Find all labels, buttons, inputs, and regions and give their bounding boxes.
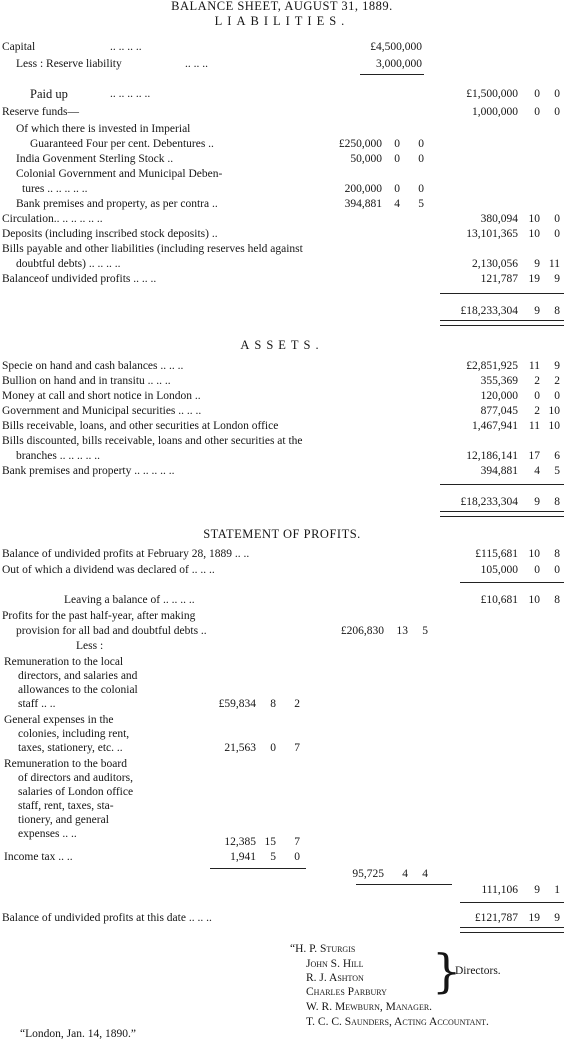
bills-pence: 11 [548, 258, 560, 270]
income-tax-label: Income tax .. .. [4, 851, 73, 863]
general-line-2: colonies, including rent, [18, 728, 130, 740]
remun-pence: 2 [294, 698, 300, 710]
general-pence: 7 [294, 742, 300, 754]
colonial-line-2: tures .. .. .. .. .. [22, 183, 88, 195]
undivided-balance-amount: 121,787 [480, 273, 518, 285]
india-pence: 0 [418, 153, 424, 165]
remun-line-1: Remuneration to the local [4, 656, 124, 668]
expenses-subtotal-pence: 4 [422, 868, 428, 880]
premises-pence: 5 [554, 465, 560, 477]
india-shillings: 0 [394, 153, 400, 165]
board-shillings: 15 [264, 836, 276, 848]
assets-total-amount: £18,233,304 [460, 496, 518, 508]
net-profit-amount: 111,106 [481, 884, 518, 896]
balance-feb-shillings: 10 [528, 548, 540, 560]
premises-shillings: 4 [534, 465, 540, 477]
india-amount: 50,000 [350, 153, 382, 165]
asset-row-pence: 0 [554, 390, 560, 402]
less-label: Less : [76, 640, 104, 652]
liabilities-total-rule [440, 293, 564, 294]
circulation-amount: 380,094 [480, 213, 518, 225]
circulation-shillings: 10 [528, 213, 540, 225]
balance-feb-label: Balance of undivided profits at February 28, 1889 .. .. [2, 548, 250, 560]
asset-row-shillings: 2 [534, 375, 540, 387]
general-shillings: 0 [270, 742, 276, 754]
profits-pence: 5 [422, 625, 428, 637]
balance-date-pence: 9 [554, 912, 560, 924]
profits-heading: STATEMENT OF PROFITS. [203, 527, 361, 541]
director-name-1: “H. P. Sturgis [290, 943, 356, 955]
leaving-label: Leaving a balance of .. .. .. .. [64, 594, 195, 606]
colonial-pence: 0 [418, 183, 424, 195]
bank-premises-label: Bank premises and property, as per contra .. [16, 198, 218, 210]
asset-row-amount: 1,467,941 [472, 420, 518, 432]
undivided-balance-label: Balanceof undivided profits .. .. .. [2, 273, 157, 285]
less-reserve-label: Less : Reserve liability [16, 58, 122, 70]
remun-line-4: staff .. .. [18, 698, 56, 710]
reserve-shillings: 0 [534, 106, 540, 118]
discounted-shillings: 17 [528, 450, 540, 462]
directors-label: Directors. [455, 965, 501, 977]
invested-amount: £250,000 [338, 138, 382, 150]
asset-row-amount: £2,851,925 [466, 360, 518, 372]
expenses-rule [210, 868, 306, 869]
reserve-pence: 0 [554, 106, 560, 118]
assets-total-shillings: 9 [534, 496, 540, 508]
capital-rule [360, 74, 424, 75]
balance-feb-pence: 8 [554, 548, 560, 560]
assets-heading: ASSETS. [240, 338, 324, 352]
board-line-5: tionery, and general [18, 814, 109, 826]
paid-up-pence: 0 [554, 88, 560, 100]
colonial-shillings: 0 [394, 183, 400, 195]
balance-feb-amount: £115,681 [475, 548, 518, 560]
asset-row-shillings: 0 [534, 390, 540, 402]
general-line-3: taxes, stationery, etc. .. [18, 742, 123, 754]
less-reserve-dots: .. .. .. [185, 58, 208, 70]
director-name-3: R. J. Ashton [306, 972, 364, 984]
board-line-2: of directors and auditors, [18, 772, 133, 784]
bank-premises-amount: 394,881 [344, 198, 382, 210]
income-tax-shillings: 5 [270, 851, 276, 863]
deposits-shillings: 10 [528, 228, 540, 240]
liabilities-total-pence: 8 [554, 305, 560, 317]
capital-dots: .. .. .. .. [110, 41, 142, 53]
dividend-amount: 105,000 [480, 564, 518, 576]
paid-up-amount: £1,500,000 [466, 88, 518, 100]
remun-line-2: directors, and salaries and [18, 670, 138, 682]
bank-premises-shillings: 4 [394, 198, 400, 210]
balance-date-double-rule [460, 927, 564, 933]
profits-amount: £206,830 [340, 625, 384, 637]
asset-row-pence: 10 [548, 420, 560, 432]
reserve-label: Reserve funds— [2, 106, 79, 118]
undivided-balance-shillings: 19 [528, 273, 540, 285]
general-line-1: General expenses in the [4, 714, 114, 726]
general-amount: 21,563 [224, 742, 256, 754]
invested-shillings: 0 [394, 138, 400, 150]
dividend-shillings: 0 [534, 564, 540, 576]
board-line-6: expenses .. .. [18, 828, 77, 840]
paid-up-dots: .. .. .. .. .. [110, 88, 151, 100]
asset-row-pence: 2 [554, 375, 560, 387]
deposits-pence: 0 [554, 228, 560, 240]
asset-row-label: Government and Municipal securities .. .. .. [2, 405, 202, 417]
bills-line-2: doubtful debts) .. .. .. .. [16, 258, 121, 270]
less-reserve-amount: 3,000,000 [376, 58, 422, 70]
dividend-pence: 0 [554, 564, 560, 576]
asset-row-label: Bills receivable, loans, and other securities at London office [2, 420, 279, 432]
board-line-4: staff, rent, taxes, sta- [18, 800, 114, 812]
circulation-pence: 0 [554, 213, 560, 225]
accountant-signature: T. C. C. Saunders, Acting Accountant. [306, 1016, 489, 1028]
income-tax-amount: 1,941 [230, 851, 256, 863]
bills-line-1: Bills payable and other liabilities (including reserves held against [2, 243, 303, 255]
bills-amount: 2,130,056 [472, 258, 518, 270]
premises-label: Bank premises and property .. .. .. .. .. [2, 465, 175, 477]
profits-line-2: provision for all bad and doubtful debts .. [16, 625, 207, 637]
expenses-subtotal-shillings: 4 [402, 868, 408, 880]
balance-date-amount: £121,787 [474, 912, 518, 924]
assets-double-rule [440, 511, 564, 517]
net-profit-pence: 1 [554, 884, 560, 896]
board-amount: 12,385 [224, 836, 256, 848]
asset-row-shillings: 11 [528, 360, 540, 372]
leaving-pence: 8 [554, 594, 560, 606]
bills-shillings: 9 [534, 258, 540, 270]
discounted-line-1: Bills discounted, bills receivable, loans and other securities at the [2, 435, 303, 447]
asset-row-shillings: 2 [534, 405, 540, 417]
asset-row-amount: 877,045 [480, 405, 518, 417]
premises-amount: 394,881 [480, 465, 518, 477]
director-name-2: John S. Hill [306, 958, 364, 970]
circulation-label: Circulation.. .. .. .. .. .. [2, 213, 103, 225]
assets-total-rule [440, 484, 564, 485]
profits-line-1: Profits for the past half-year, after making [2, 610, 196, 622]
invested-line-1: Of which there is invested in Imperial [16, 123, 191, 135]
asset-row-label: Bullion on hand and in transitu .. .. .. [2, 375, 171, 387]
liabilities-heading: LIABILITIES. [214, 14, 350, 28]
director-name-4: Charles Parbury [306, 986, 387, 998]
paid-up-label: Paid up [30, 87, 68, 101]
asset-row-pence: 9 [554, 360, 560, 372]
balance-date-shillings: 19 [528, 912, 540, 924]
expenses-subtotal-amount: 95,725 [352, 868, 384, 880]
document-title: BALANCE SHEET, AUGUST 31, 1889. [171, 0, 393, 13]
liabilities-total-amount: £18,233,304 [460, 305, 518, 317]
net-profit-shillings: 9 [534, 884, 540, 896]
dividend-rule [460, 582, 564, 583]
board-line-1: Remuneration to the board [4, 758, 127, 770]
deposits-amount: 13,101,365 [466, 228, 518, 240]
liabilities-double-rule [440, 320, 564, 326]
assets-total-pence: 8 [554, 496, 560, 508]
remun-shillings: 8 [270, 698, 276, 710]
colonial-amount: 200,000 [344, 183, 382, 195]
asset-row-shillings: 11 [528, 420, 540, 432]
discounted-pence: 6 [554, 450, 560, 462]
asset-row-amount: 355,369 [480, 375, 518, 387]
net-profit-rule [460, 902, 564, 903]
remun-line-3: allowances to the colonial [18, 684, 138, 696]
asset-row-label: Specie on hand and cash balances .. .. .. [2, 360, 184, 372]
asset-row-pence: 10 [548, 405, 560, 417]
board-line-3: salaries of London office [18, 786, 134, 798]
profits-shillings: 13 [396, 625, 408, 637]
liabilities-total-shillings: 9 [534, 305, 540, 317]
invested-pence: 0 [418, 138, 424, 150]
india-label: India Govenment Sterling Stock .. [16, 153, 174, 165]
bank-premises-pence: 5 [418, 198, 424, 210]
discounted-line-2: branches .. .. .. .. .. [16, 450, 100, 462]
discounted-amount: 12,186,141 [466, 450, 518, 462]
leaving-shillings: 10 [528, 594, 540, 606]
remun-amount: £59,834 [218, 698, 256, 710]
leaving-amount: £10,681 [480, 594, 518, 606]
invested-line-2: Guaranteed Four per cent. Debentures .. [30, 138, 214, 150]
paid-up-shillings: 0 [534, 88, 540, 100]
colonial-line-1: Colonial Government and Municipal Deben- [16, 168, 223, 180]
balance-date-label: Balance of undivided profits at this date .. .. .. [2, 912, 212, 924]
income-tax-pence: 0 [294, 851, 300, 863]
board-pence: 7 [294, 836, 300, 848]
reserve-amount: 1,000,000 [472, 106, 518, 118]
asset-row-label: Money at call and short notice in London .. [2, 390, 201, 402]
capital-amount: £4,500,000 [370, 41, 422, 53]
footer-date: “London, Jan. 14, 1890.” [20, 1028, 136, 1040]
capital-label: Capital [2, 41, 36, 53]
deposits-label: Deposits (including inscribed stock deposits) .. [2, 228, 218, 240]
directors-brace: } [432, 944, 462, 998]
asset-row-amount: 120,000 [480, 390, 518, 402]
dividend-label: Out of which a dividend was declared of .. .. .. [2, 564, 215, 576]
manager-signature: W. R. Mewburn, Manager. [306, 1001, 433, 1013]
undivided-balance-pence: 9 [554, 273, 560, 285]
